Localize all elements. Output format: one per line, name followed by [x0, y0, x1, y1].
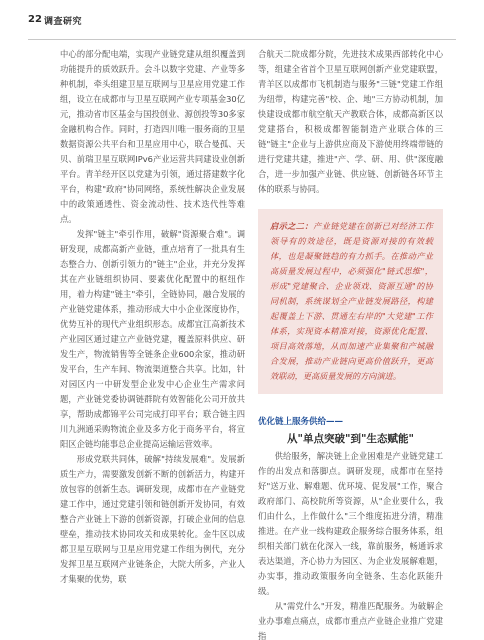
- body-paragraph: 供给服务，解决链上企业困难是产业链党建工作的出发点和落脚点。调研发现，成都市在坚持好"送万业、解难题、优环境、促发展"工作，聚合政府部门、高校院所等资源，从"企业要什么，我们由什么，上作做什么"三个维度拓进分清，精准推进。在产业一线构建政企服务综合服务体系，组织相关部门就在化深入一线，靠前服务，畅通诉求表达渠道，齐心协力为园区、为企业发展解难题，办实事，推动政策服务向全链条、生态化跃能升级。: [258, 451, 443, 596]
- page-header: [28, 14, 468, 30]
- subsection-title: 从"单点突破"到"生态赋能": [287, 433, 414, 445]
- page-number: 22: [28, 14, 42, 25]
- body-paragraph: 中心的部分配电端，实现产业链党建从组织覆盖到功能提升的质效跃升。会斗以数字党建、产业等多种机制，牵头组建卫星互联网与卫星应用党建工作组，设立在成都市与卫星互联网产业专项基金30亿元，推动省市区基金与国投创业、源创投等30多家金融机构合作。同时，打造四川唯一服务商的卫星数据资源公共平台和卫星应用中心，联合曼孤、天贝、前瑞卫星互联网IPv6产业运营共同建设业创新平台。青羊经开区以党建为引领，通过搭建数字化平台，构建"政府"协同网络，系统性解决企业发展中的政策通透性、资金流动性、技术迭代性等难点。: [60, 49, 245, 224]
- subsection-kicker: 优化链上服务供给——: [258, 417, 344, 427]
- body-paragraph: 发挥"链主"牵引作用，破解"资源聚合难"。调研发现，成都高新产业链，重点培育了一批具有生态整合力、创新引领力的"链主"企业，并充分发挥其在产业链组织协同、要素优化配置中的枢纽作用，着力构建"链主"牵引，全链协同，融合发展的产业链党建体系，推动形成大中小企业深度协作，优势互补的现代产业组织形态。成都宜江高新技术产业园区通过建立产业链党建，覆盖原料供应、研发生产，物流销售等全链条企业600余家，推动研发平台，生产车间、物流渠道整合共享。比如，针对园区内一中研发型企业发中心企业生产需求问题，产业链党委协调链群院有效智能化公司开放共享，帮助成都锦平公司完成打印平台；联合链主四川九洲通采购物流企业及多方化于商务平台，将宣阳区企链均能事总企业提高运输运营效率。: [60, 229, 245, 449]
- section-name: 调查研究: [44, 17, 83, 27]
- callout-body: 产业链党建在创新已对经济工作领导有的效途径，既是资源对接的有效载体，也是凝聚链趋的有力抓手。在推动产业高质量发展过程中，必须强化"链式思维"，形成"党建聚合、企业领戏、资源互通"的协同机制，系统谋划全产业链发展路径，构建起覆盖上下游、贯通左右岸的"大党建"工作体系，实现资本精准对接，资源优化配置、项目高效落地，从而加速产业集聚和产城融合发展，推动产业链向更高价值跃升，更高效联动，更高质量发展的方向演进。: [270, 221, 433, 381]
- insight-callout: [258, 209, 443, 394]
- body-paragraph: 形成党联共同体，破解"持续发展难"。发展新质生产力，需要激发创新不断的创新活力，构建开放包容的创新生态。调研发现，成都市在产业链党建工作中，通过党建引领和链创新开发协同，有效整合产业链上下游的创新资源，打破企业间的信息壁垒，推动技术协同攻关和成果转化。金牛区以成都卫星互联网与卫星应用党建工作组为例代，充分发挥卫星互联网产业链条企，大院大所多，产业人才集聚的优势，联: [60, 454, 245, 584]
- callout-heading: 启示之二：: [270, 221, 313, 231]
- left-column: [60, 47, 245, 587]
- right-column: [258, 47, 443, 640]
- body-paragraph: 从"需党什么"开发，精准匹配服务。为破解企业办事难点痛点，成都市重点产业链企业推广党建指: [258, 601, 443, 640]
- body-paragraph: 合航天二院成都分院，先进技术成果西部转化中心等，组建全省首个卫星互联网创新产业党建联盟，青羊区以成都市飞机制造与服务"三链"党建工作组为纽带，构建完善"校、企、地"三方协动机制，加快建设成都市航空航天产教联合体，成都高新区以党建搭台，积极成都智能制造产业联合体的三链"链主"企业与上游供应商及下游使用终端带链的进行党建共建，推进"产、学、研、用、供"深度融合，进一步加强产业链、供应链、创新链各环节主体的联系与协同。: [258, 49, 443, 194]
- header-rule: [28, 39, 456, 40]
